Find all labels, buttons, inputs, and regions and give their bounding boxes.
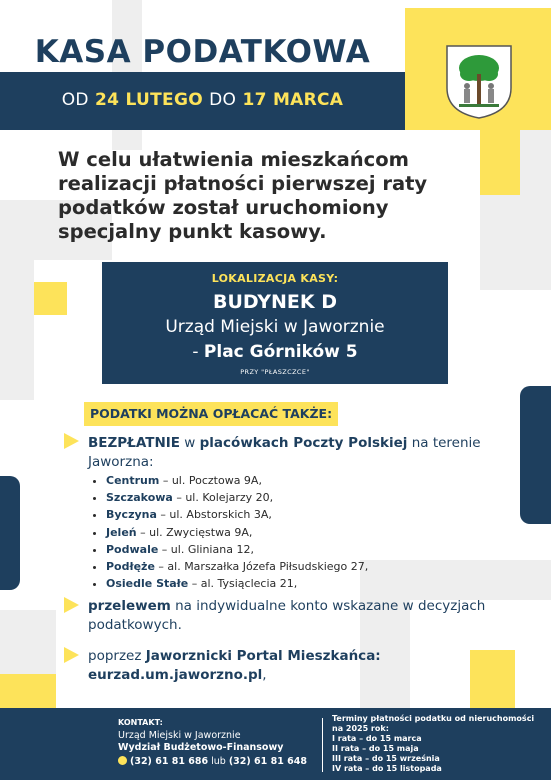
arrow-right-icon — [64, 597, 79, 613]
date-range — [0, 90, 405, 110]
deco-grey-block-bottom-2 — [410, 560, 551, 600]
terms-title: na 2025 rok: — [332, 724, 389, 733]
deco-grey-block-left-2 — [0, 260, 34, 400]
deco-yellow-block-left — [34, 282, 67, 315]
post-office-address: – al. Tysiąclecia 21, — [188, 577, 298, 591]
post-office-name: Jeleń — [106, 525, 137, 539]
list-item — [106, 472, 368, 489]
arrow-right-icon — [64, 433, 79, 449]
contact-department: Wydział Budżetowo-Finansowy — [118, 742, 284, 753]
contact-label: KONTAKT: — [118, 718, 163, 727]
post-office-name: Centrum — [106, 474, 160, 487]
list-item — [106, 541, 368, 558]
list-item — [106, 524, 368, 541]
post-rest: na terenie Jaworzna: — [88, 435, 481, 470]
post-office-name: Podłęże — [106, 560, 155, 574]
contact-phone — [118, 756, 307, 767]
list-item — [106, 489, 368, 506]
location-building: BUDYNEK D — [212, 291, 338, 313]
intro-line: realizacji płatności pierwszej raty — [58, 172, 428, 195]
deco-navy-tab-left — [0, 476, 20, 590]
intro-line: podatków został uruchomiony — [58, 196, 389, 219]
transfer-rest: na indywidualne konto wskazane w decyzjach podatkowych. — [88, 598, 486, 633]
portal-suffix: , — [262, 667, 267, 683]
location-square-prefix: - — [192, 342, 204, 362]
terms-item: II rata – do 15 maja — [332, 744, 419, 753]
post-office-list — [88, 472, 368, 592]
intro-line: specjalny punkt kasowy. — [58, 220, 327, 243]
post-office-paragraph — [88, 434, 508, 472]
post-office-name: Podwale — [106, 542, 159, 556]
date-mid: DO — [209, 90, 237, 110]
post-offices: placówkach Poczty Polskiej — [199, 435, 408, 451]
post-office-address: – ul. Gliniana 12, — [158, 542, 254, 556]
post-office-address: – al. Marszałka Józefa Piłsudskiego 27, — [154, 560, 369, 574]
phone-number-2[interactable]: (32) 61 81 648 — [228, 756, 307, 767]
location-note: PRZY "PŁASZCZCE" — [240, 368, 310, 376]
list-item — [106, 506, 368, 523]
location-label: LOKALIZACJA KASY: — [211, 272, 339, 285]
deco-yellow-block-bottom-left — [0, 674, 56, 708]
location-square — [102, 342, 448, 362]
transfer-paragraph — [88, 597, 508, 635]
deco-yellow-block-right — [480, 130, 520, 195]
phone-or: lub — [208, 756, 229, 767]
post-office-address: – ul. Zwycięstwa 9A, — [136, 525, 253, 539]
also-pay-tag: PODATKI MOŻNA OPŁACAĆ TAKŻE: — [84, 402, 338, 426]
jaworzno-coat-of-arms-icon — [445, 44, 513, 120]
portal-prefix: poprzez — [88, 648, 146, 664]
post-office-name: Szczakowa — [106, 491, 173, 505]
contact-office: Urząd Miejski w Jaworznie — [118, 730, 241, 741]
list-item — [106, 575, 368, 592]
post-office-address: – ul. Abstorskich 3A, — [156, 508, 272, 522]
portal-name: Jaworznicki Portal Mieszkańca: — [145, 648, 381, 664]
post-w: w — [180, 435, 200, 451]
post-office-name: Byczyna — [106, 508, 157, 522]
arrow-right-icon — [64, 647, 79, 663]
list-item — [106, 558, 368, 575]
phone-number-1[interactable]: (32) 61 81 686 — [130, 756, 209, 767]
post-free: BEZPŁATNIE — [88, 435, 181, 451]
location-office: Urząd Miejski w Jaworznie — [165, 317, 385, 337]
date-prefix: OD — [61, 90, 89, 110]
page-title: KASA PODATKOWA — [34, 34, 371, 70]
date-from: 24 LUTEGO — [95, 90, 203, 110]
deco-navy-tab-right — [520, 386, 551, 524]
portal-paragraph — [88, 647, 508, 685]
terms-item: IV rata – do 15 listopada — [332, 764, 442, 773]
payment-terms — [332, 714, 547, 774]
terms-item: I rata – do 15 marca — [332, 734, 422, 743]
location-square-name: Plac Górników 5 — [203, 342, 358, 362]
post-office-address: – ul. Kolejarzy 20, — [172, 491, 274, 505]
date-to: 17 MARCA — [242, 90, 344, 110]
portal-url[interactable]: eurzad.um.jaworzno.pl — [88, 667, 263, 683]
footer-divider — [322, 718, 323, 772]
transfer-bold: przelewem — [88, 598, 171, 614]
terms-title: Terminy płatności podatku od nieruchomości — [332, 714, 535, 723]
terms-item: III rata – do 15 września — [332, 754, 440, 763]
post-office-address: – ul. Pocztowa 9A, — [159, 474, 262, 487]
intro-text — [58, 148, 438, 244]
post-office-name: Osiedle Stałe — [106, 577, 189, 591]
intro-line: W celu ułatwienia mieszkańcom — [58, 148, 409, 171]
phone-dot-icon — [118, 756, 127, 765]
